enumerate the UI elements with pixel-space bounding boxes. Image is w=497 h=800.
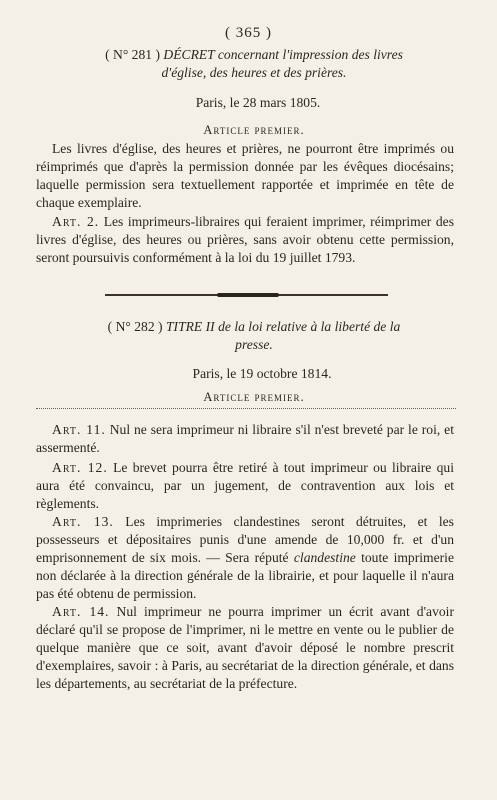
law-282-heading	[44, 318, 464, 354]
article-14-label: Art. 14.	[52, 604, 110, 619]
ellipsis-dotted-line	[36, 408, 456, 409]
page-number: ( 365 )	[225, 25, 272, 41]
law-282-article-12	[36, 459, 454, 513]
article-13-text-a: Les imprimeries clandestines seront détruites, et les possesseurs et dépositaires punis d'une amende de 10,000 fr. et d'un emprisonnement de six mois. — Sera réputé	[36, 514, 454, 565]
law-282-date: Paris, le 19 octobre 1814.	[192, 366, 332, 381]
article-13-italic-word: clandestine	[293, 550, 356, 565]
article-11-text: Nul ne sera imprimeur ni libraire s'il n'est breveté par le roi, et assermenté.	[36, 422, 454, 455]
article-11-label: Art. 11.	[52, 422, 106, 437]
decree-281-title-line1: DÉCRET concernant l'impression des livres	[163, 47, 403, 62]
law-282-title-line1: TITRE II de la loi relative à la liberté de la	[165, 319, 401, 334]
law-282-title-line2: presse.	[235, 337, 273, 352]
decree-281-article-2-text: Les imprimeurs-libraires qui feraient imprimer, réimprimer des livres d'église, des heures ou prières, sans avoir obtenu cette permission, seront poursuivis conformément à la loi du 19 juillet 1793.	[36, 214, 454, 265]
decree-281-article-2	[36, 213, 454, 267]
decree-281-article-heading: Article premier.	[203, 123, 305, 137]
article-14-text: Nul imprimeur ne pourra imprimer un écrit avant d'avoir déclaré qu'il se propose de l'imprimer, ni le mettre en vente ou le publier de quelque manière que ce soit, avant d'avoir déposé le nombre prescrit d'exemplaires, savoir : à Paris, au secrétariat de la direction générale, et dans les départements, au secrétariat de la préfecture.	[36, 604, 454, 691]
decree-281-number: ( N° 281 )	[105, 47, 160, 62]
article-12-text: Le brevet pourra être retiré à tout imprimeur ou libraire qui aura été convaincu, par un jugement, de contravention aux lois et règlements.	[36, 460, 454, 511]
decree-281-title-line2: d'église, des heures et des prières.	[161, 65, 347, 80]
law-282-article-13	[36, 513, 454, 603]
decree-281-article-1: Les livres d'église, des heures et prières, ne pourront être imprimés ou réimprimés que d'après la permission donnée par les évêques diocésains; laquelle permission sera textuellement rapportée et imprimée en tête de chaque exemplaire.	[36, 141, 454, 210]
section-divider	[105, 294, 388, 296]
article-12-label: Art. 12.	[52, 460, 108, 475]
decree-281-date: Paris, le 28 mars 1805.	[195, 95, 321, 110]
decree-281-heading	[44, 46, 464, 82]
law-282-article-11	[36, 421, 454, 457]
law-282-article-heading: Article premier.	[203, 390, 305, 404]
article-13-text-b: toute imprimerie non déclarée à la direction générale de la librairie, et pour laquelle il n'aura pas été obtenu de permission.	[36, 550, 454, 601]
law-282-article-14	[36, 603, 454, 693]
law-282-number: ( N° 282 )	[107, 319, 163, 334]
article-13-label: Art. 13.	[52, 514, 114, 529]
decree-281-article-2-label: Art. 2.	[52, 214, 100, 229]
